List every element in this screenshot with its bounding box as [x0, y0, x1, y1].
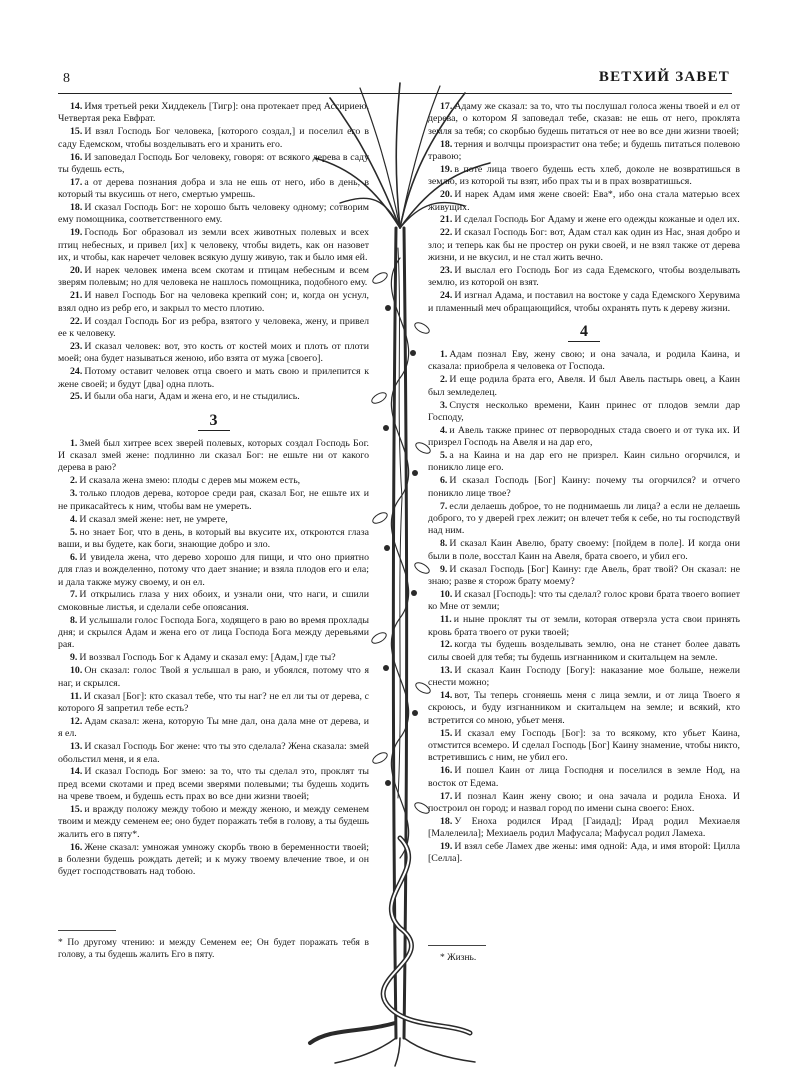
verse-text: И сказал Господь [Бог] Каину: где Авель, брат твой? Он сказал: не знаю; разве я сторож брату моему? [428, 563, 740, 587]
verse-text: И нарек Адам имя жене своей: Ева*, ибо она стала матерью всех живущих. [428, 189, 740, 213]
verse [428, 374, 740, 399]
verse-number: 19. [70, 227, 83, 239]
verse-number: 18. [70, 202, 83, 214]
chapter-number: 4 [568, 324, 600, 342]
right-footnote-rule [428, 945, 486, 946]
verse-text: И воззвал Господь Бог к Адаму и сказал ему: [Адам,] где ты? [79, 652, 336, 664]
verse-text: И сказал ему Господь [Бог]: за то всякому, кто убьет Каина, отмстится всемеро. И сделал Господь [Бог] Каину знамение, чтобы никто, встретившись с ним, не убил его. [428, 727, 740, 764]
verse-number: 1. [440, 349, 448, 360]
verse [58, 842, 369, 879]
verse [58, 804, 369, 841]
verse [428, 614, 740, 639]
verse-number: 15. [70, 126, 83, 138]
verse-number: 19. [440, 163, 453, 175]
verse-number: 18. [440, 815, 453, 827]
verse [428, 214, 740, 226]
verse [58, 101, 369, 126]
verse-number: 7. [70, 589, 78, 601]
verse-text: если делаешь доброе, то не поднимаешь ли лица? а если не делаешь доброго, то у дверей грех лежит; он влечет тебя к себе, но ты господствуй над ним. [428, 500, 740, 537]
verse [58, 177, 369, 202]
verse-number: 4. [70, 513, 78, 525]
verse [428, 400, 740, 425]
running-title: ВЕТХИЙ ЗАВЕТ [598, 69, 730, 85]
verse-text: И сказал Господь Бог жене: что ты это сделала? Жена сказала: змей обольстил меня, и я ела. [58, 741, 369, 765]
verse [428, 189, 740, 214]
verse [428, 265, 740, 290]
verse-number: 13. [70, 741, 83, 753]
verse-text: И были оба наги, Адам и жена его, и не стыдились. [84, 391, 300, 403]
verse [428, 349, 740, 374]
verse-text: И сказал [Бог]: кто сказал тебе, что ты наг? не ел ли ты от дерева, с которого Я запретил тебе есть? [58, 690, 369, 714]
verse-number: 14. [70, 766, 83, 778]
verse [58, 152, 369, 177]
verse-text: Он сказал: голос Твой я услышал в раю, и убоялся, потому что я наг, и скрылся. [58, 665, 369, 689]
verse [58, 527, 369, 552]
verse-text: а на Каина и на дар его не призрел. Каин сильно огорчился, и поникло лице его. [428, 450, 740, 474]
verse-number: 11. [440, 614, 452, 626]
verse-number: 6. [70, 551, 78, 563]
verse-number: 20. [70, 265, 83, 277]
verse-text: И сделал Господь Бог Адаму и жене его одежды кожаные и одел их. [454, 214, 740, 226]
verse-number: 9. [70, 652, 78, 664]
verse-text: И сказал Господь Бог змею: за то, что ты сделал это, проклят ты пред всеми скотами и пред всеми зверями полевыми; ты будешь ходить на чреве твоем, и будешь есть прах во все дни жизни твоей; [58, 766, 369, 803]
verse-number: 9. [440, 563, 448, 575]
verse-number: 22. [440, 227, 453, 239]
verse-text: И услышали голос Господа Бога, ходящего в раю во время прохлады дня; и скрылся Адам и жена его от лица Господа Бога между деревьями рая. [58, 614, 369, 651]
chapter-heading [428, 324, 740, 342]
verse [58, 615, 369, 652]
verse-text: И нарек человек имена всем скотам и птицам небесным и всем зверям полевым; но для человека не нашлось помощника, подобного ему. [58, 265, 369, 289]
verse [58, 265, 369, 290]
verse [428, 139, 740, 164]
verse [58, 589, 369, 614]
verse-number: 21. [440, 214, 453, 226]
verse-number: 17. [440, 101, 453, 112]
verse-number: 18. [440, 138, 453, 150]
verse-number: 23. [70, 340, 83, 352]
verse-text: и вражду положу между тобою и между женою, и между семенем твоим и между семенем ее; оно будет поражать тебя в голову, а ты будешь жалить его в пяту*. [58, 804, 370, 840]
verse-text: Адам сказал: жена, которую Ты мне дал, она дала мне от дерева, и я ел. [58, 715, 369, 740]
verse-number: 15. [70, 804, 83, 816]
verse-text: У Еноха родился Ирад [Гаидад]; Ирад родил Мехиаеля [Малелеила]; Мехиаель родил Мафусала; Мафусал родил Ламеха. [428, 815, 740, 840]
verse-number: 20. [440, 189, 453, 201]
verse [58, 227, 369, 264]
verse [428, 164, 740, 189]
verse-number: 17. [70, 176, 83, 188]
verse-number: 3. [440, 399, 448, 411]
verse [428, 639, 740, 664]
verse-text: но знает Бог, что в день, в который вы вкусите их, откроются глаза ваши, и вы будете, как боги, знающие добро и зло. [58, 526, 369, 550]
verse [428, 589, 740, 614]
verse [428, 101, 740, 138]
left-text-column [58, 101, 369, 879]
right-text-column [428, 101, 740, 866]
verse [58, 202, 369, 227]
chapter-heading [58, 413, 369, 431]
verse-text: Жене сказал: умножая умножу скорбь твою в беременности твоей; в болезни будешь рождать детей; и к мужу твоему влечение твое, и он будет господствовать над тобою. [58, 841, 369, 878]
verse-number: 14. [70, 101, 83, 112]
verse-number: 6. [440, 475, 448, 487]
verse [428, 816, 740, 841]
verse-text: Змей был хитрее всех зверей полевых, которых создал Господь Бог. И сказал змей жене: подлинно ли сказал Бог: не ешьте ни от какого дерева в раю? [58, 437, 369, 474]
verse [428, 765, 740, 790]
verse [428, 475, 740, 500]
verse-number: 24. [440, 290, 453, 302]
verse-text: терния и волчцы произрастит она тебе; и будешь питаться полевою травою; [428, 138, 740, 162]
verse-text: И создал Господь Бог из ребра, взятого у человека, жену, и привел ее к человеку. [58, 315, 369, 339]
verse-text: И сказал человек: вот, это кость от костей моих и плоть от плоти моей; она будет называться женою, ибо взята от мужа [своего]. [58, 340, 369, 365]
verse-number: 23. [440, 265, 453, 277]
verse [428, 791, 740, 816]
verse-number: 15. [440, 727, 453, 739]
verse-text: И навел Господь Бог на человека крепкий сон; и, когда он уснул, взял одно из ребр его, и закрыл то место плотию. [58, 290, 369, 314]
verse-number: 21. [70, 290, 83, 302]
verse [58, 366, 369, 391]
verse-text: И выслал его Господь Бог из сада Едемского, чтобы возделывать землю, из которой он взят. [428, 265, 740, 289]
verse [58, 341, 369, 366]
verse-text: И сказал Каин Авелю, брату своему: [пойдем в поле]. И когда они были в поле, восстал Каин на Авеля, брата своего, и убил его. [428, 538, 740, 562]
verse-text: И открылись глаза у них обоих, и узнали они, что наги, и сшили смоковные листья, и сделали себе опоясания. [58, 589, 369, 613]
verse-number: 14. [440, 690, 453, 701]
verse [58, 475, 369, 487]
verse [58, 488, 369, 513]
verse-text: И еще родила брата его, Авеля. И был Авель пастырь овец, а Каин был земледелец. [428, 374, 740, 398]
verse-number: 5. [440, 450, 448, 462]
verse-number: 22. [70, 315, 83, 327]
verse-number: 16. [440, 765, 453, 777]
verse-text: И взял Господь Бог человека, [которого создал,] и поселил его в саду Едемском, чтобы возделывать его и хранить его. [58, 126, 369, 150]
verse-number: 19. [440, 841, 453, 853]
verse-text: в поте лица твоего будешь есть хлеб, доколе не возвратишься в землю, из которой ты взят, ибо прах ты и в прах возвратишься. [428, 163, 740, 188]
verse-number: 25. [70, 391, 83, 403]
left-footnote-rule [58, 930, 116, 931]
verse-number: 12. [70, 715, 83, 727]
verse [58, 126, 369, 151]
left-footnote: * По другому чтению: и между Семенем ее; Он будет поражать тебя в голову, а ты будешь жалить Его в пяту. [58, 938, 369, 961]
verse-text: вот, Ты теперь сгоняешь меня с лица земли, и от лица Твоего я скроюсь, и буду изгнанником и скитальцем на земле; и всякий, кто встретится со мною, убьет меня. [428, 690, 740, 726]
verse-number: 1. [70, 437, 78, 449]
verse-text: И сказал Господь Бог: не хорошо быть человеку одному; сотворим ему помощника, соответственного ему. [58, 202, 369, 226]
verse [428, 450, 740, 475]
verse-text: И заповедал Господь Бог человеку, говоря: от всякого дерева в саду ты будешь есть, [58, 151, 369, 175]
verse-number: 8. [440, 538, 448, 550]
verse-text: И сказала жена змею: плоды с дерев мы можем есть, [79, 475, 301, 487]
verse-text: когда ты будешь возделывать землю, она не станет более давать силы своей для тебя; ты будешь изгнанником и скитальцем на земле. [428, 639, 740, 663]
verse-text: Адам познал Еву, жену свою; и она зачала, и родила Каина, и сказала: приобрела я человека от Господа. [428, 349, 740, 373]
verse [58, 514, 369, 526]
verse-number: 4. [440, 424, 448, 436]
verse-text: Адаму же сказал: за то, что ты послушал голоса жены твоей и ел от дерева, о котором Я заповедал тебе, сказав: не ешь от него, проклята земля за тебя; со скорбью будешь питаться от нее во все дни жизни твоей; [428, 101, 740, 137]
verse [428, 728, 740, 765]
chapter-number: 3 [198, 413, 230, 431]
verse-text: И сказал змей жене: нет, не умрете, [79, 513, 228, 525]
verse-text: И увидела жена, что дерево хорошо для пищи, и что оно приятно для глаз и вожделенно, потому что дает знание; и взяла плодов его и ела; и дала также мужу своему, и он ел. [58, 551, 369, 588]
verse [428, 538, 740, 563]
verse [58, 766, 369, 803]
verse-text: и Авель также принес от первородных стада своего и от тука их. И призрел Господь на Авеля и на дар его, [428, 424, 740, 449]
verse-text: И пошел Каин от лица Господня и поселился в земле Нод, на восток от Едема. [428, 765, 740, 789]
verse [58, 391, 369, 403]
verse [58, 552, 369, 589]
verse-number: 2. [70, 475, 78, 487]
verse-text: И сказал Господь Бог: вот, Адам стал как один из Нас, зная добро и зло; и теперь как бы не простер он руки своей, и не взял также от дерева жизни, и не вкусил, и не стал жить вечно. [428, 227, 740, 264]
verse-number: 17. [440, 790, 453, 802]
verse [58, 290, 369, 315]
verse-text: только плодов дерева, которое среди рая, сказал Бог, не ешьте их и не прикасайтесь к ним, чтобы вам не умереть. [58, 488, 369, 512]
verse-text: И познал Каин жену свою; и она зачала и родила Еноха. И построил он город; и назвал город по имени сына своего: Енох. [428, 790, 740, 814]
verse [58, 316, 369, 341]
verse-number: 3. [70, 488, 78, 500]
verse [428, 665, 740, 690]
verse-text: И взял себе Ламех две жены: имя одной: Ада, и имя второй: Цилла [Селла]. [428, 841, 740, 865]
verse [428, 425, 740, 450]
verse [428, 564, 740, 589]
verse-text: И сказал [Господь]: что ты сделал? голос крови брата твоего вопиет ко Мне от земли; [428, 588, 740, 613]
verse [58, 716, 369, 741]
verse [428, 227, 740, 264]
verse-number: 16. [70, 841, 83, 853]
verse-number: 12. [440, 639, 453, 651]
verse-text: И изгнал Адама, и поставил на востоке у сада Едемского Херувима и пламенный меч обращающийся, чтобы охранять путь к дереву жизни. [428, 290, 740, 314]
verse [58, 741, 369, 766]
verse [428, 290, 740, 315]
verse [428, 841, 740, 866]
verse-text: и ныне проклят ты от земли, которая отверзла уста свои принять кровь брата твоего от руки твоей; [428, 614, 740, 638]
verse-number: 13. [440, 664, 453, 676]
verse-number: 2. [440, 374, 448, 386]
verse [58, 691, 369, 716]
verse [428, 501, 740, 538]
right-footnote: * Жизнь. [440, 953, 477, 963]
verse-number: 7. [440, 500, 448, 512]
verse-text: Имя третьей реки Хиддекель [Тигр]: она протекает пред Ассириею. Четвертая река Евфрат. [58, 101, 369, 125]
verse-number: 5. [70, 526, 78, 538]
verse-number: 8. [70, 614, 78, 626]
verse-number: 10. [440, 588, 453, 600]
verse-number: 11. [70, 690, 82, 702]
verse-number: 10. [70, 665, 83, 677]
verse [428, 690, 740, 727]
verse-number: 24. [70, 366, 83, 378]
verse-text: Потому оставит человек отца своего и мать свою и прилепится к жене своей; и будут [два] одна плоть. [58, 366, 369, 390]
verse [58, 665, 369, 690]
verse [58, 438, 369, 475]
page-number: 8 [63, 71, 70, 86]
verse-text: И сказал Господь [Бог] Каину: почему ты огорчился? и отчего поникло лице твое? [428, 475, 740, 499]
verse-text: а от дерева познания добра и зла не ешь от него, ибо в день, в который ты вкусишь от него, смертью умрешь. [58, 176, 369, 201]
verse-text: И сказал Каин Господу [Богу]: наказание мое больше, нежели снести можно; [428, 664, 740, 689]
verse-text: Спустя несколько времени, Каин принес от плодов земли дар Господу, [428, 399, 740, 423]
verse-text: Господь Бог образовал из земли всех животных полевых и всех птиц небесных, и привел [их] к человеку, чтобы видеть, как он назовет их, и чтобы, как наречет человек всякую душу живую, так и было имя ей. [58, 227, 369, 264]
verse-number: 16. [70, 151, 83, 163]
verse [58, 652, 369, 664]
